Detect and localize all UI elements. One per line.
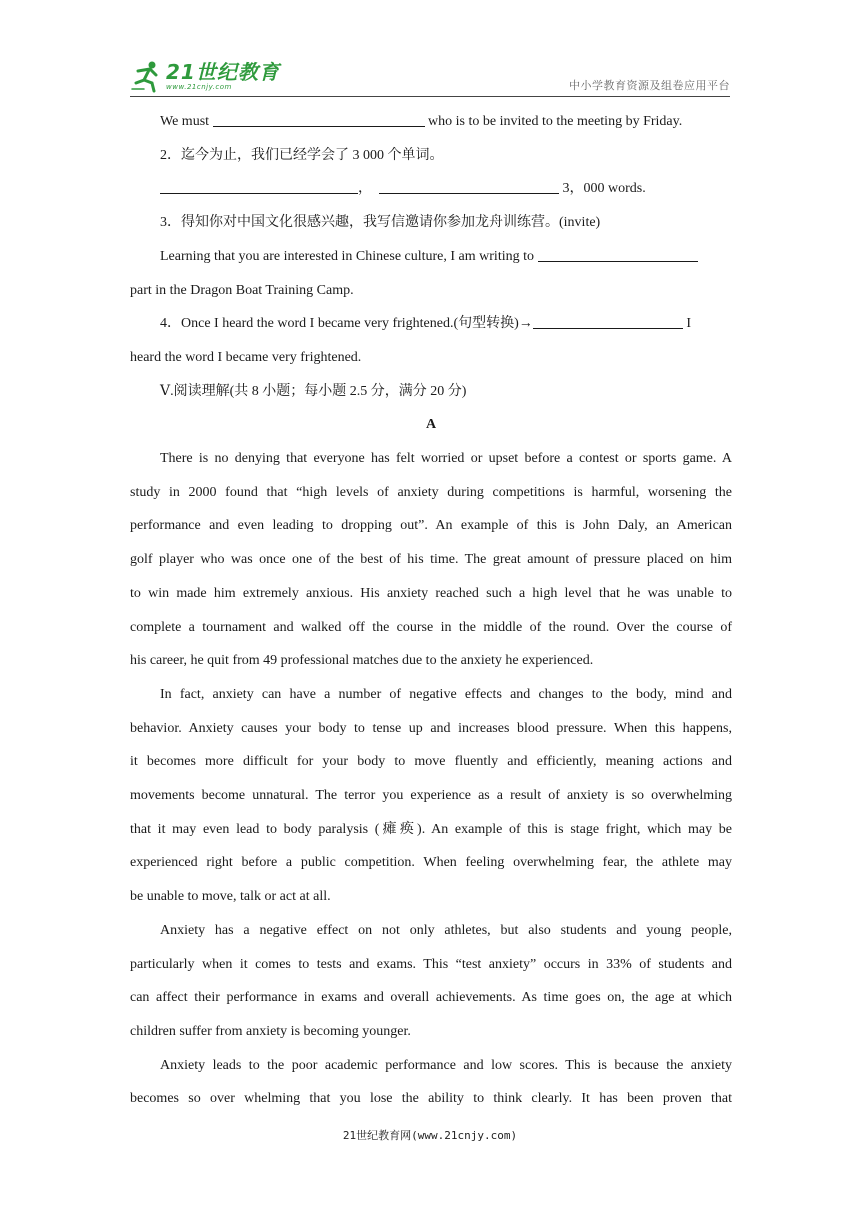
text: I [682, 316, 691, 332]
passage-line: In fact, anxiety can have a number of negative effects and changes to the body, mind and [160, 686, 732, 702]
passage-line: to win made him extremely anxious. His anxiety reached such a high level that he was unable to [130, 585, 732, 601]
logo [130, 58, 280, 94]
passage-line: his career, he quit from 49 professional matches due to the anxiety he experienced. [130, 653, 594, 669]
passage-line: Anxiety has a negative effect on not only athletes, but also students and young people, [160, 922, 732, 938]
text: Learning that you are interested in Chinese culture, I am writing to [160, 248, 534, 264]
text: 3，000 words. [559, 181, 646, 197]
text: who is to be invited to the meeting by Friday. [424, 114, 683, 129]
text: 4．Once I heard the word I became very frightened.(句型转换)→ [160, 316, 533, 332]
page-footer: 21世纪教育网(www.21cnjy.com) [342, 1129, 518, 1142]
exercise-2-prompt: 2．迄今为止，我们已经学会了 3 000 个单词。 [160, 147, 444, 163]
passage-line: study in 2000 found that “high levels of anxiety during competitions is harmful, worsening the [130, 484, 732, 500]
passage-line: that it may even lead to body paralysis (瘫痪). An example of this is stage fright, which may be [130, 821, 732, 837]
answer-blank [538, 247, 698, 262]
answer-blank [533, 314, 683, 329]
passage-label: A [425, 417, 437, 433]
exercise-2-answer [130, 172, 732, 206]
passage-line: There is no denying that everyone has felt worried or upset before a contest or sports game. A [160, 451, 732, 467]
logo-url: www.21cnjy.com [166, 82, 232, 91]
answer-blank [160, 179, 358, 194]
exercise-3-prompt: 3．得知你对中国文化很感兴趣，我写信邀请你参加龙舟训练营。(invite) [160, 215, 601, 231]
section-heading: Ⅴ.阅读理解(共 8 小题；每小题 2.5 分，满分 20 分) [160, 383, 467, 399]
text: ， [358, 181, 372, 197]
passage-line: be unable to move, talk or act at all. [130, 889, 331, 905]
passage-line: performance and even leading to dropping out”. An example of this is John Daly, an American [130, 518, 732, 534]
passage-line: behavior. Anxiety causes your body to tense up and increases blood pressure. When this happens, [130, 720, 732, 736]
passage-line: golf player who was once one of the best of his time. The great amount of pressure placed on him [130, 552, 732, 568]
exercise-4-prompt [130, 307, 732, 341]
passage-line: it becomes more difficult for your body to move fluently and efficiently, meaning actions and [130, 754, 732, 770]
exercise-4-cont: heard the word I became very frightened. [130, 349, 362, 365]
answer-blank [379, 179, 559, 194]
logo-wordmark: 21世纪教育 [166, 59, 280, 84]
passage-line: movements become unnatural. The terror you experience as a result of anxiety is so overwhelming [130, 788, 732, 804]
answer-blank [213, 112, 425, 127]
passage-line: experienced right before a public competition. When feeling overwhelming fear, the athlete may [130, 855, 732, 871]
document-body [130, 105, 732, 1116]
passage-line: complete a tournament and walked off the course in the middle of the round. Over the course of [130, 619, 732, 635]
page-header [130, 56, 730, 97]
text: We must [160, 114, 213, 129]
exercise-3-answer-cont: part in the Dragon Boat Training Camp. [130, 282, 354, 298]
passage-line: becomes so over whelming that you lose the ability to think clearly. It has been proven that [130, 1091, 732, 1107]
header-tagline: 中小学教育资源及组卷应用平台 [569, 79, 730, 92]
passage-line: can affect their performance in exams and overall achievements. As time goes on, the age at which [130, 990, 732, 1006]
passage-line: particularly when it comes to tests and exams. This “test anxiety” occurs in 33% of students and [130, 956, 732, 972]
runner-logo-icon [130, 59, 164, 93]
passage-line: children suffer from anxiety is becoming younger. [130, 1023, 411, 1039]
exercise-3-answer [130, 240, 732, 274]
exercise-line-1 [130, 105, 732, 139]
passage-line: Anxiety leads to the poor academic performance and low scores. This is because the anxiety [160, 1057, 732, 1073]
